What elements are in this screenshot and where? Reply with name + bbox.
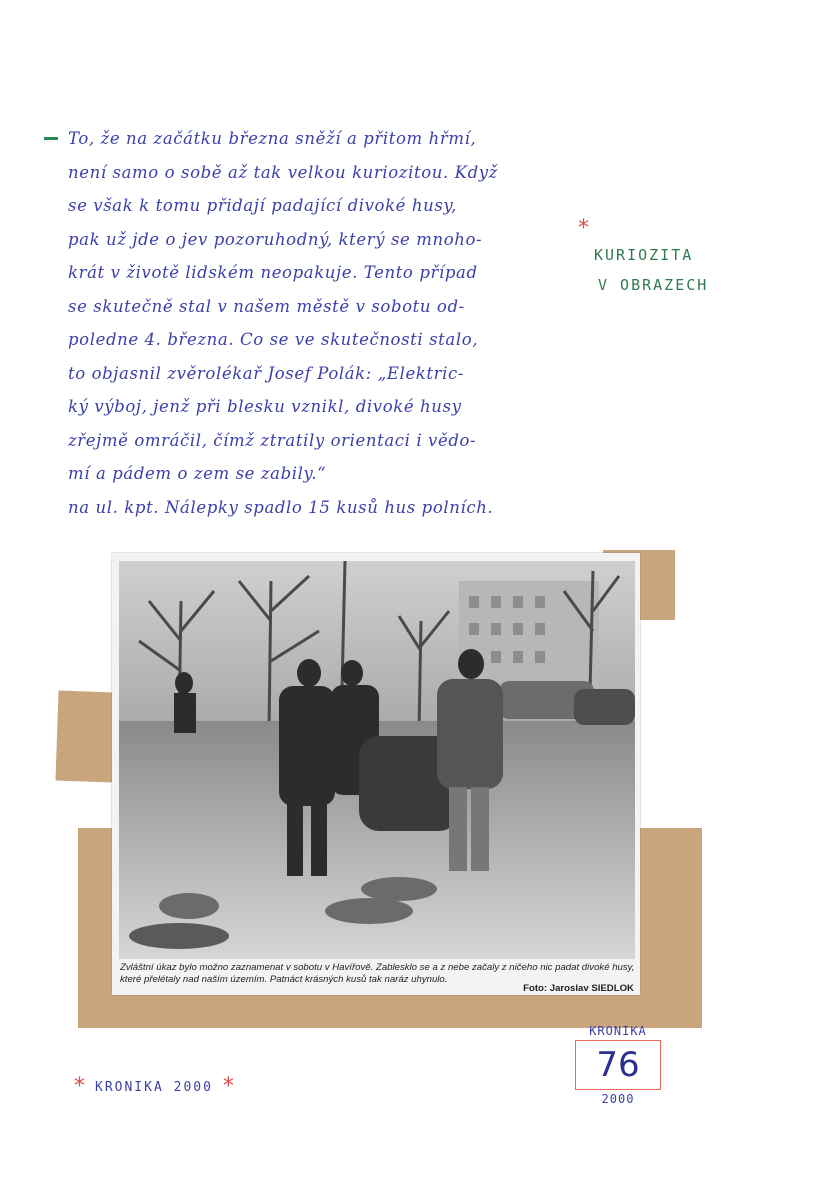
newspaper-clipping: [112, 553, 640, 995]
text-line: krát v životě lidském neopakuje. Tento případ: [68, 263, 478, 282]
text-line: mí a pádem o zem se zabily.“: [68, 464, 327, 483]
text-line: ký výboj, jenž při blesku vznikl, divoké husy: [68, 397, 462, 416]
page-number-stamp: [572, 1024, 664, 1106]
photo-credit: Foto: Jaroslav SIEDLOK: [523, 983, 634, 994]
text-line: se skutečně stal v našem městě v sobotu od-: [68, 296, 465, 316]
asterisk-icon: *: [74, 1074, 85, 1099]
text-line: se však k tomu přidají padající divoké husy,: [68, 196, 457, 215]
text-line: zřejmě omráčil, čímž ztratily orientaci i vědo-: [68, 430, 477, 450]
footer-signature: [74, 1076, 234, 1098]
asterisk-icon: *: [578, 216, 589, 241]
text-line: není samo o sobě až tak velkou kuriozitou. Když: [68, 162, 498, 182]
text-line: to objasnil zvěrolékař Josef Polák: „Elektric-: [68, 363, 465, 383]
margin-note-line1: KURIOZITA: [594, 246, 694, 264]
footer-text: KRONIKA 2000: [95, 1079, 213, 1095]
asterisk-icon: *: [222, 1074, 234, 1099]
page-number: 76: [575, 1040, 661, 1090]
page-box-label-top: KRONIKA: [589, 1024, 647, 1038]
green-dash-marker: [44, 137, 58, 140]
photo-illustration: [119, 561, 635, 959]
text-line: To, že na začátku března sněží a přitom hřmí,: [68, 129, 477, 148]
news-photo: [119, 561, 635, 959]
margin-note-line2: V OBRAZECH: [598, 276, 709, 294]
text-line: na ul. kpt. Nálepky spadlo 15 kusů hus polních.: [68, 497, 494, 517]
handwritten-text: [46, 122, 566, 524]
text-line: poledne 4. března. Co se ve skutečnosti stalo,: [68, 330, 479, 349]
page-box-label-bottom: 2000: [601, 1092, 635, 1106]
text-line: pak už jde o jev pozoruhodný, který se mnoho-: [68, 229, 483, 249]
margin-note: [578, 218, 708, 294]
photo-caption: Zvláštní úkaz bylo možno zaznamenat v sobotu v Havířově. Zablesklo se a z nebe začaly z ničeho nic padat divoké husy, které přelétaly nad naším územím. Patnáct krásných kusů tak naráz uhynulo.: [120, 962, 635, 985]
